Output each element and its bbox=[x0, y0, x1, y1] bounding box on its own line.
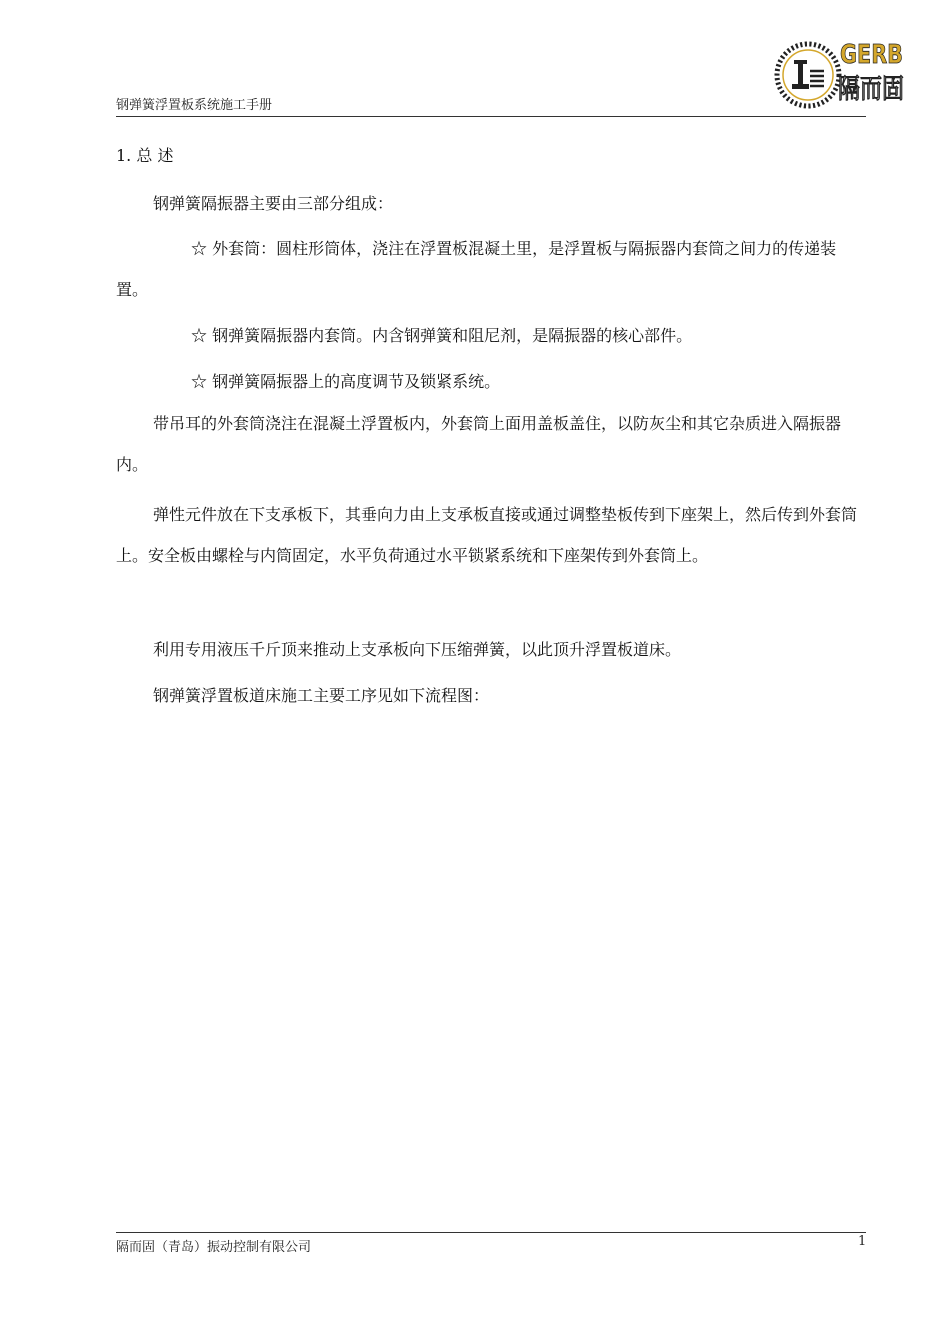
intro-paragraph: 钢弹簧隔振器主要由三部分组成： bbox=[153, 194, 394, 213]
gerb-logo bbox=[772, 38, 906, 108]
paragraph-hydraulic-jack: 利用专用液压千斤顶来推动上支承板向下压缩弹簧，以此顶升浮置板道床。 bbox=[153, 640, 682, 659]
svg-text:GERB: GERB bbox=[840, 40, 903, 70]
bullet-outer-sleeve: ☆ 外套筒：圆柱形筒体，浇注在浮置板混凝土里，是浮置板与隔振器内套筒之间力的传递装置。 bbox=[116, 239, 837, 299]
paragraph-outer-sleeve-cover: 带吊耳的外套筒浇注在混凝土浮置板内，外套筒上面用盖板盖住，以防灰尘和其它杂质进入隔振器内。 bbox=[116, 414, 842, 474]
header-divider bbox=[116, 116, 866, 117]
gerb-logo-graphic bbox=[772, 38, 906, 108]
section-heading: 1. 总 述 bbox=[116, 146, 174, 165]
paragraph-flowchart-intro: 钢弹簧浮置板道床施工主要工序见如下流程图： bbox=[153, 686, 490, 705]
header-title: 钢弹簧浮置板系统施工手册 bbox=[116, 98, 273, 113]
footer-company: 隔而固（青岛）振动控制有限公司 bbox=[116, 1240, 312, 1255]
page-number: 1 bbox=[858, 1234, 867, 1249]
bullet-height-adjust: ☆ 钢弹簧隔振器上的高度调节及锁紧系统。 bbox=[191, 372, 501, 391]
paragraph-elastic-element: 弹性元件放在下支承板下，其垂向力由上支承板直接或通过调整垫板传到下座架上，然后传到外套筒上。安全板由螺栓与内筒固定，水平负荷通过水平锁紧系统和下座架传到外套筒上。 bbox=[116, 505, 858, 565]
svg-text:隔而固: 隔而固 bbox=[838, 74, 904, 105]
footer-divider bbox=[116, 1232, 866, 1233]
bullet-inner-sleeve: ☆ 钢弹簧隔振器内套筒。内含钢弹簧和阻尼剂，是隔振器的核心部件。 bbox=[191, 326, 693, 345]
